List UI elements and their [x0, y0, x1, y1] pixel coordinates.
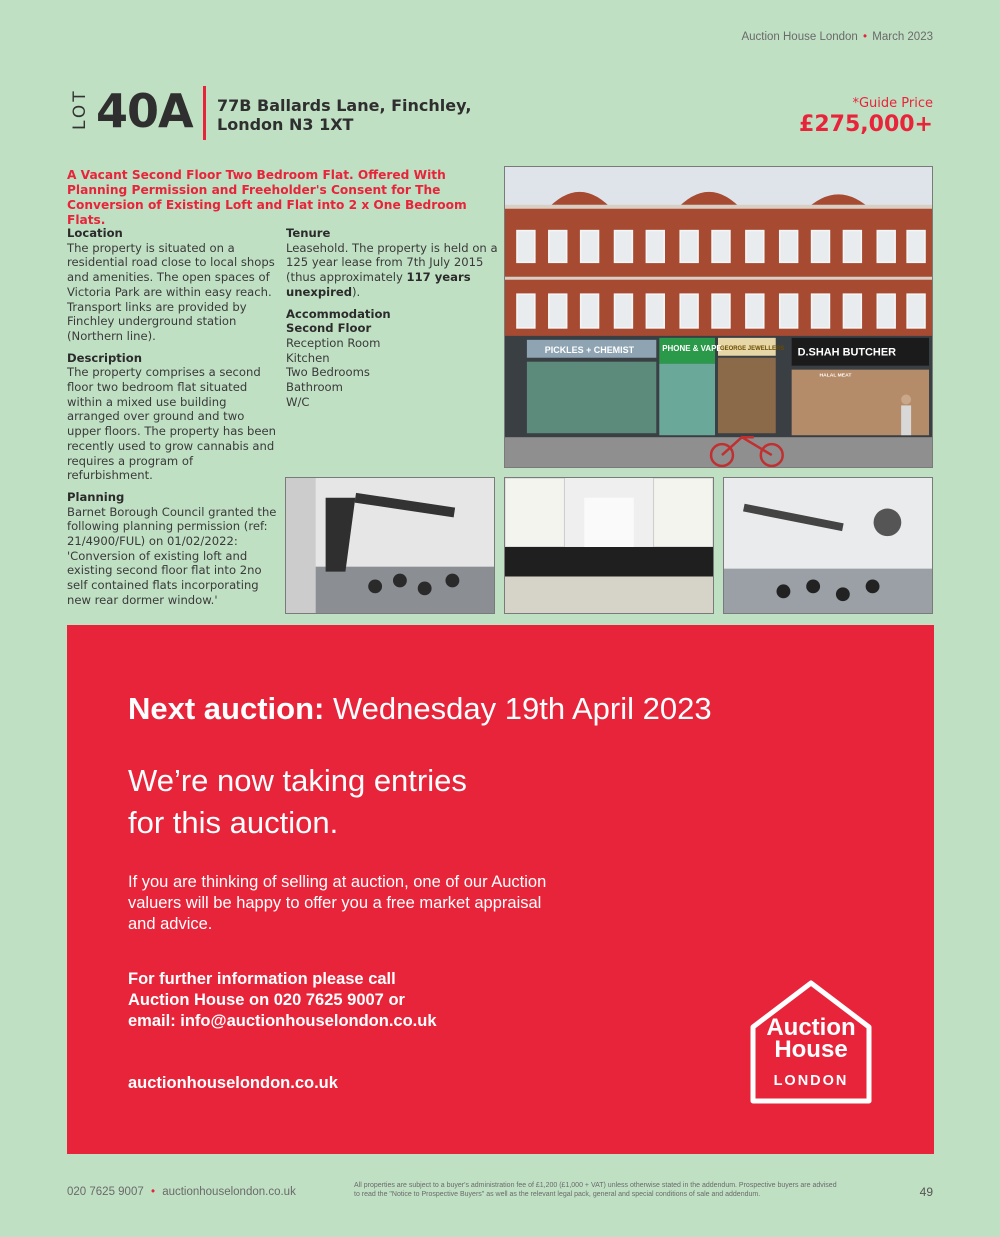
building-exterior-photo: [504, 166, 933, 468]
guide-price-label: *Guide Price: [852, 96, 933, 111]
publisher-name: Auction House London: [741, 31, 858, 43]
promo-body-text: If you are thinking of selling at auction, one of our Auction valuers will be happy to offer you a free market appraisal and advice.: [128, 873, 547, 933]
footer-contact: [67, 1186, 296, 1198]
footer-site: auctionhouselondon.co.uk: [162, 1186, 296, 1198]
footer-phone: 020 7625 9007: [67, 1186, 144, 1198]
address-line-1: 77B Ballards Lane, Finchley,: [217, 96, 472, 115]
shop-sign-jewellers: GEORGE JEWELLERS: [719, 345, 785, 352]
shop-sign-phone: PHONE & VAPE: [662, 343, 722, 353]
interior-photo-grow-room: [285, 477, 495, 614]
logo-line-1: Auction: [766, 1014, 856, 1041]
tenure-body: [286, 241, 498, 300]
planning-body: Barnet Borough Council granted the following planning permission (ref: 21/4900/FUL) on 01/02/2022: 'Conversion of existing loft and existing second floor flat into 2no self contained flats incorporating new rear dormer window.': [67, 504, 277, 607]
description-title: Description: [67, 350, 142, 365]
location-body: The property is situated on a residential road close to local shops and amenities. The open spaces of Victoria Park are within easy reach. Transport links are provided by Finchley underground station (Northern line).: [67, 240, 275, 343]
entries-heading: [128, 760, 648, 844]
page-number: 49: [919, 1185, 933, 1199]
contact-line-3: email: info@auctionhouselondon.co.uk: [128, 1012, 437, 1030]
room-item: W/C: [286, 394, 310, 409]
planning-title: Planning: [67, 489, 125, 504]
tenure-text-end: ).: [352, 284, 361, 299]
shop-sign-butcher: D.SHAH BUTCHER: [797, 346, 897, 359]
interior-photo-kitchen: [504, 477, 714, 614]
location-title: Location: [67, 226, 123, 240]
interior-photo-room: [723, 477, 933, 614]
next-auction-panel: [67, 625, 934, 1154]
shop-sign-butcher-sub: HALAL MEAT: [819, 373, 852, 379]
guide-price: [799, 96, 933, 137]
details-right-column: [286, 226, 498, 409]
tenure-text-start: Leasehold. The property is held on a 125 year lease from 7th July 2015 (thus approximately: [286, 240, 498, 285]
website-link[interactable]: auctionhouselondon.co.uk: [128, 1074, 338, 1092]
issue-date: March 2023: [872, 31, 933, 43]
accommodation-floor: Second Floor: [286, 321, 372, 336]
contact-line-2: Auction House on 020 7625 9007 or: [128, 991, 405, 1009]
tenure-title: Tenure: [286, 226, 331, 240]
entries-line-2: for this auction.: [128, 805, 339, 840]
next-auction-date: Wednesday 19th April 2023: [332, 691, 712, 726]
page-header: [741, 31, 933, 43]
property-address: [217, 96, 471, 134]
lot-divider: [203, 86, 206, 140]
entries-line-1: We’re now taking entries: [128, 763, 467, 798]
shop-sign-chemist: PICKLES + CHEMIST: [544, 344, 635, 355]
footer-disclaimer: All properties are subject to a buyer's administration fee of £1,200 (£1,000 + VAT) unless otherwise stated in the addendum. Prospective buyers are advised to read the "Notice to Prospective Buyers" as well as the relevant legal pack, general and special conditions of sale and addendum.: [354, 1182, 837, 1198]
room-item: Two Bedrooms: [286, 365, 370, 380]
lot-number: 40A: [96, 84, 193, 138]
logo-line-3: LONDON: [773, 1073, 849, 1089]
address-line-2: London N3 1XT: [217, 115, 354, 134]
logo-line-2: House: [774, 1036, 848, 1063]
footer-separator: •: [150, 1186, 155, 1198]
lot-label: LOT: [70, 88, 90, 130]
room-item: Kitchen: [286, 350, 330, 365]
next-auction-heading: [128, 691, 712, 727]
header-separator: •: [863, 31, 868, 43]
guide-price-value: £275,000+: [799, 112, 933, 137]
contact-info: [128, 969, 598, 1032]
room-item: Bathroom: [286, 380, 343, 395]
accommodation-title: Accommodation: [286, 306, 391, 321]
details-left-column: [67, 226, 279, 615]
contact-line-1: For further information please call: [128, 970, 396, 988]
room-item: Reception Room: [286, 335, 381, 350]
description-body: The property comprises a second floor two bedroom flat situated within a mixed use building arranged over ground and two upper floors. The property has been recently used to grow cannabis and requires a program of refurbishment.: [67, 365, 277, 483]
tenure-years: 117 years unexpired: [286, 270, 471, 299]
next-auction-label: Next auction:: [128, 691, 325, 726]
auction-house-logo: [747, 977, 875, 1105]
lot-headline: A Vacant Second Floor Two Bedroom Flat. Offered With Planning Permission and Freeholder's Consent for The Conversion of Existing Loft and Flat into 2 x One Bedroom Flats.: [67, 168, 467, 227]
